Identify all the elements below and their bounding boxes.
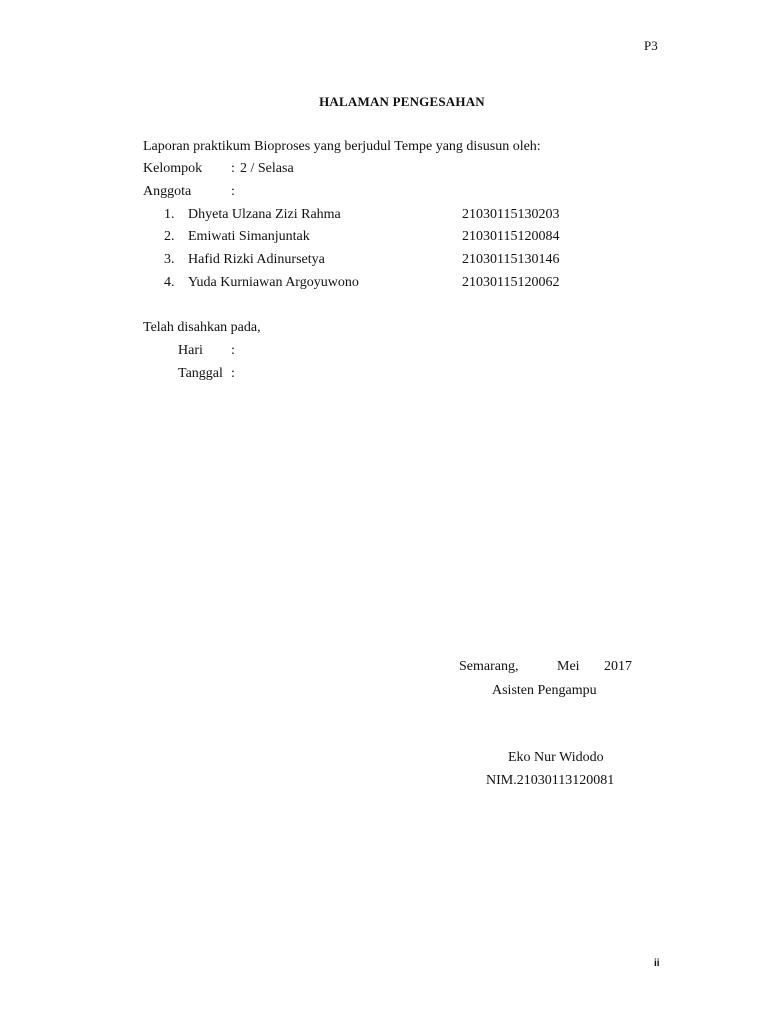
member-name: Hafid Rizki Adinursetya (188, 252, 325, 267)
signature-role: Asisten Pengampu (492, 683, 597, 698)
member-name: Emiwati Simanjuntak (188, 229, 310, 244)
signer-nim: NIM.21030113120081 (486, 773, 615, 788)
tanggal-colon: : (231, 366, 235, 381)
member-nim: 21030115120062 (462, 275, 560, 290)
approval-label: Telah disahkan pada, (143, 320, 261, 335)
kelompok-value: 2 / Selasa (240, 161, 294, 176)
member-nim: 21030115130146 (462, 252, 560, 267)
member-number: 3. (164, 252, 175, 267)
member-nim: 21030115130203 (462, 207, 560, 222)
header-code: P3 (644, 38, 658, 53)
page-title: HALAMAN PENGESAHAN (319, 94, 485, 109)
hari-colon: : (231, 343, 235, 358)
anggota-label: Anggota (143, 184, 192, 199)
member-name: Yuda Kurniawan Argoyuwono (188, 275, 359, 290)
member-number: 1. (164, 207, 175, 222)
anggota-colon: : (231, 184, 235, 199)
kelompok-label: Kelompok (143, 161, 203, 176)
member-number: 4. (164, 275, 175, 290)
signature-place: Semarang, (459, 659, 519, 674)
signature-month: Mei (557, 659, 580, 674)
tanggal-label: Tanggal (178, 366, 223, 381)
signer-name: Eko Nur Widodo (508, 750, 604, 765)
hari-label: Hari (178, 343, 203, 358)
intro-text: Laporan praktikum Bioproses yang berjudul Tempe yang disusun oleh: (143, 139, 541, 154)
member-number: 2. (164, 229, 175, 244)
kelompok-colon: : (231, 161, 235, 176)
member-name: Dhyeta Ulzana Zizi Rahma (188, 207, 341, 222)
page-number: ii (654, 958, 660, 969)
member-nim: 21030115120084 (462, 229, 560, 244)
signature-year: 2017 (604, 659, 632, 674)
